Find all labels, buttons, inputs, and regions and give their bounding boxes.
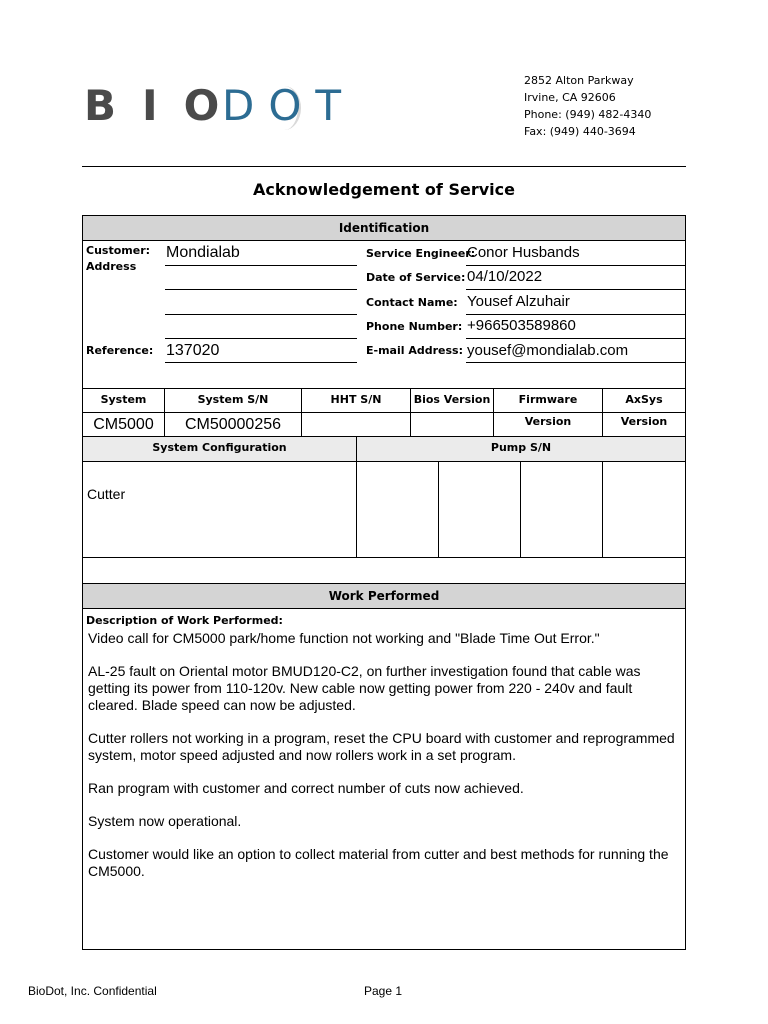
bios-version-header: Bios Version bbox=[411, 389, 494, 413]
contact-underline bbox=[466, 314, 686, 315]
address-line: Irvine, CA 92606 bbox=[524, 91, 616, 104]
date-label: Date of Service: bbox=[366, 271, 466, 284]
service-engineer-underline bbox=[466, 265, 686, 266]
configuration-text: Cutter bbox=[87, 486, 126, 502]
logo-text-dot: DOT bbox=[222, 81, 356, 130]
bios-version-value bbox=[411, 413, 494, 437]
work-paragraph: Cutter rollers not working in a program, reset the CPU board with customer and reprogrammed system, motor speed adjusted and now rollers work in a set program. bbox=[88, 730, 675, 763]
work-paragraph: Video call for CM5000 park/home function not working and "Blade Time Out Error." bbox=[88, 630, 600, 646]
footer-confidential: BioDot, Inc. Confidential bbox=[28, 984, 157, 998]
address-line: 2852 Alton Parkway bbox=[524, 74, 634, 87]
section-spacer bbox=[82, 557, 686, 583]
hht-sn-header: HHT S/N bbox=[302, 389, 411, 413]
address-line: Phone: (949) 482-4340 bbox=[524, 108, 652, 121]
address-underline-1 bbox=[165, 289, 357, 290]
date-underline bbox=[466, 289, 686, 290]
service-engineer-value: Conor Husbands bbox=[467, 244, 580, 261]
address-label: Address bbox=[86, 260, 137, 273]
phone-label: Phone Number: bbox=[366, 320, 463, 333]
system-configuration-header: System Configuration bbox=[83, 437, 357, 462]
address-line: Fax: (949) 440-3694 bbox=[524, 125, 636, 138]
customer-underline bbox=[165, 265, 357, 266]
hht-sn-value bbox=[302, 413, 411, 437]
address-underline-3 bbox=[165, 338, 357, 339]
system-sn-value: CM50000256 bbox=[165, 413, 302, 437]
system-header: System bbox=[83, 389, 165, 413]
logo-text-bio: BIO bbox=[84, 81, 246, 130]
pump-sn-cell-3 bbox=[521, 462, 603, 558]
reference-label: Reference: bbox=[86, 344, 154, 357]
work-description bbox=[88, 630, 678, 896]
contact-value: Yousef Alzuhair bbox=[467, 293, 570, 310]
customer-label: Customer: bbox=[86, 244, 151, 257]
reference-value: 137020 bbox=[166, 342, 220, 359]
company-address bbox=[524, 72, 651, 140]
firmware-version-value bbox=[494, 413, 603, 437]
axsys-version-value bbox=[603, 413, 685, 437]
company-logo bbox=[84, 81, 356, 144]
service-engineer-label: Service Engineer: bbox=[366, 247, 476, 260]
reference-underline bbox=[165, 362, 357, 363]
email-label: E-mail Address: bbox=[366, 344, 463, 357]
pump-sn-cell-2 bbox=[439, 462, 521, 558]
identification-section bbox=[82, 215, 686, 558]
axsys-version-header: AxSys Version bbox=[603, 389, 685, 413]
work-paragraph: AL-25 fault on Oriental motor BMUD120-C2, on further investigation found that cable was getting its power from 110-120v. New cable now getting power from 220 - 240v and fault cleared. Blade speed can now be adjusted. bbox=[88, 663, 641, 713]
customer-value: Mondialab bbox=[166, 244, 240, 261]
description-label: Description of Work Performed: bbox=[86, 614, 283, 627]
date-value: 04/10/2022 bbox=[467, 268, 543, 285]
phone-value: +966503589860 bbox=[467, 317, 576, 334]
footer-page-number: Page 1 bbox=[364, 984, 403, 998]
work-paragraph: System now operational. bbox=[88, 813, 242, 829]
work-performed-header: Work Performed bbox=[83, 584, 685, 609]
work-paragraph: Customer would like an option to collect material from cutter and best methods for running the CM5000. bbox=[88, 846, 669, 879]
address-underline-2 bbox=[165, 314, 357, 315]
system-table bbox=[83, 388, 685, 558]
identification-header: Identification bbox=[83, 216, 685, 241]
system-sn-header: System S/N bbox=[165, 389, 302, 413]
work-paragraph: Ran program with customer and correct number of cuts now achieved. bbox=[88, 780, 524, 796]
system-configuration-value bbox=[83, 462, 357, 558]
firmware-version-header: Firmware Version bbox=[494, 389, 603, 413]
pump-sn-cell-4 bbox=[603, 462, 685, 558]
phone-underline bbox=[466, 338, 686, 339]
header-divider bbox=[82, 166, 686, 167]
contact-label: Contact Name: bbox=[366, 296, 458, 309]
document-title: Acknowledgement of Service bbox=[253, 180, 515, 199]
pump-sn-header: Pump S/N bbox=[357, 437, 685, 462]
email-value: yousef@mondialab.com bbox=[467, 342, 629, 359]
pump-sn-cell-1 bbox=[357, 462, 439, 558]
system-value: CM5000 bbox=[83, 413, 165, 437]
email-underline bbox=[466, 362, 686, 363]
work-performed-section bbox=[82, 583, 686, 950]
